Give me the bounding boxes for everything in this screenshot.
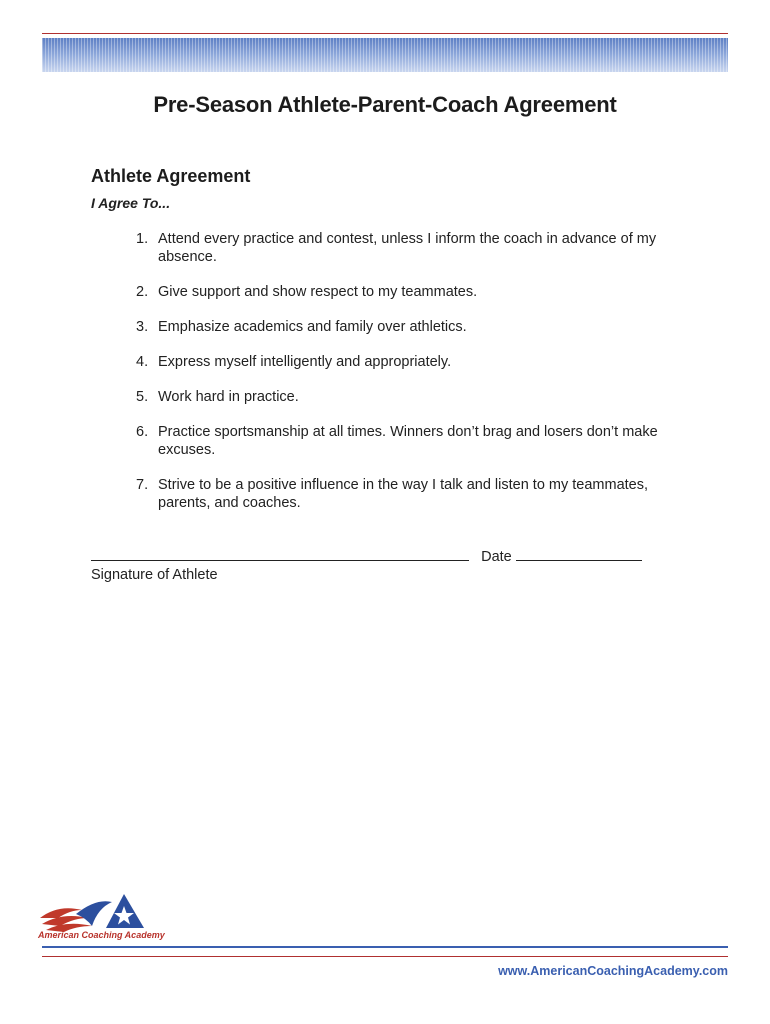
item-number: 7. bbox=[136, 477, 149, 493]
item-number: 5. bbox=[136, 389, 149, 405]
item-number: 2. bbox=[136, 284, 149, 300]
section-heading: Athlete Agreement bbox=[91, 166, 251, 186]
signature-block bbox=[91, 546, 642, 584]
top-red-rule bbox=[42, 33, 728, 34]
item-text: Emphasize academics and family over athletics. bbox=[158, 319, 467, 335]
item-number: 3. bbox=[136, 319, 149, 335]
agreement-list bbox=[91, 230, 691, 529]
item-text: Express myself intelligently and appropriately. bbox=[158, 354, 452, 370]
item-text: Strive to be a positive influence in the way I talk and listen to my teammates, parents, and coaches. bbox=[158, 477, 649, 511]
item-text: Practice sportsmanship at all times. Winners don’t brag and losers don’t make excuses. bbox=[158, 424, 658, 458]
item-text: Give support and show respect to my teammates. bbox=[158, 284, 478, 300]
footer-red-rule bbox=[42, 956, 728, 957]
signature-label: Signature of Athlete bbox=[91, 567, 218, 583]
item-number: 4. bbox=[136, 354, 149, 370]
date-line[interactable] bbox=[516, 546, 642, 561]
list-item bbox=[91, 283, 691, 301]
list-item bbox=[91, 230, 691, 266]
list-item bbox=[91, 318, 691, 336]
list-item bbox=[91, 353, 691, 371]
item-text: Work hard in practice. bbox=[158, 389, 299, 405]
list-item bbox=[91, 476, 691, 512]
list-item bbox=[91, 423, 691, 459]
signature-line[interactable] bbox=[91, 546, 469, 561]
website-link[interactable]: www.AmericanCoachingAcademy.com bbox=[498, 964, 728, 978]
page-title: Pre-Season Athlete-Parent-Coach Agreement bbox=[153, 92, 617, 117]
footer-blue-rule bbox=[42, 946, 728, 948]
header-banner bbox=[42, 38, 728, 72]
date-label: Date bbox=[481, 549, 512, 565]
agreement-intro: I Agree To... bbox=[91, 195, 171, 211]
item-number: 1. bbox=[136, 231, 149, 247]
logo-text: American Coaching Academy bbox=[38, 930, 165, 940]
item-number: 6. bbox=[136, 424, 149, 440]
list-item bbox=[91, 388, 691, 406]
item-text: Attend every practice and contest, unless I inform the coach in advance of my absence. bbox=[158, 231, 657, 265]
